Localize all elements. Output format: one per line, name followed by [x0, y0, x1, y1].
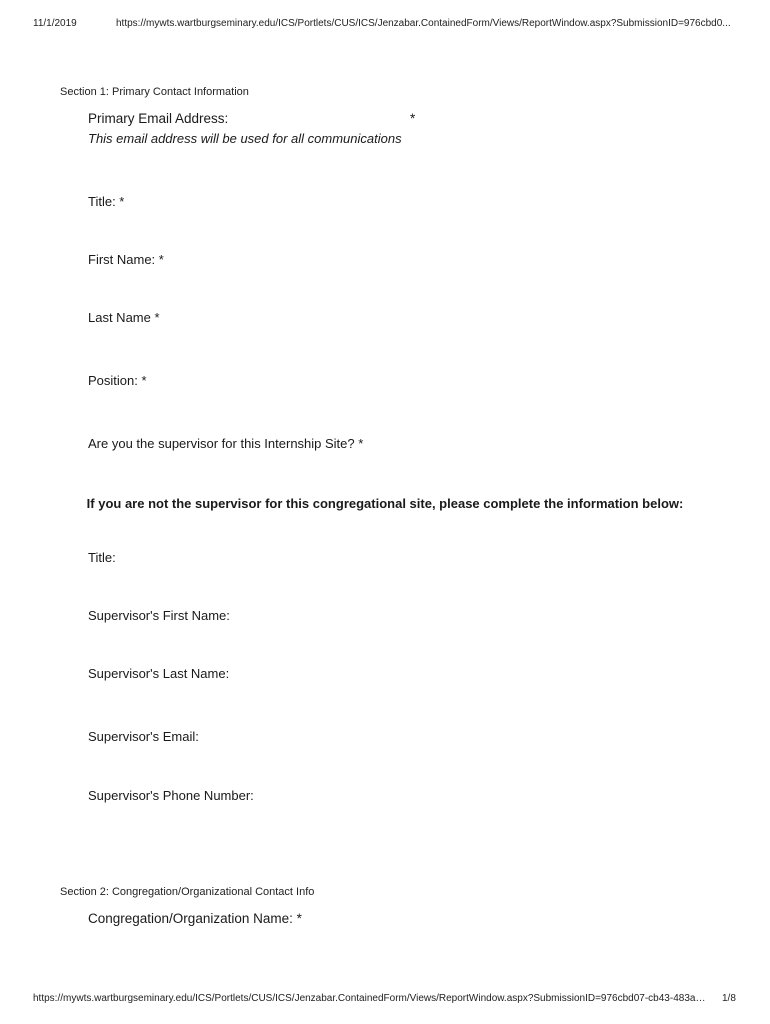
- primary-email-note: This email address will be used for all communications: [88, 131, 402, 146]
- primary-email-label: Primary Email Address:: [88, 111, 229, 126]
- last-name-label: Last Name *: [88, 310, 160, 325]
- supervisor-phone-label: Supervisor's Phone Number:: [88, 788, 254, 803]
- primary-email-required-marker: *: [410, 111, 416, 126]
- footer-url: https://mywts.wartburgseminary.edu/ICS/Portlets/CUS/ICS/Jenzabar.ContainedForm/Views/ReportWindow.aspx?SubmissionID=976cbd07-cb43-483a…: [33, 993, 706, 1004]
- section-2-title: Section 2: Congregation/Organizational Contact Info: [60, 886, 315, 898]
- supervisor-last-name-label: Supervisor's Last Name:: [88, 666, 230, 681]
- not-supervisor-note: If you are not the supervisor for this congregational site, please complete the information below:: [86, 496, 684, 511]
- position-label: Position: *: [88, 373, 147, 388]
- section-1-title: Section 1: Primary Contact Information: [60, 86, 249, 98]
- supervisor-question-label: Are you the supervisor for this Internship Site? *: [88, 436, 364, 451]
- title-label: Title: *: [88, 194, 125, 209]
- header-url: https://mywts.wartburgseminary.edu/ICS/Portlets/CUS/ICS/Jenzabar.ContainedForm/Views/ReportWindow.aspx?SubmissionID=976cbd0...: [116, 18, 731, 29]
- organization-name-label: Congregation/Organization Name: *: [88, 911, 302, 926]
- page-number: 1/8: [722, 993, 736, 1004]
- supervisor-first-name-label: Supervisor's First Name:: [88, 608, 230, 623]
- print-date: 11/1/2019: [33, 18, 77, 29]
- first-name-label: First Name: *: [88, 252, 164, 267]
- supervisor-title-label: Title:: [88, 550, 116, 565]
- supervisor-email-label: Supervisor's Email:: [88, 729, 199, 744]
